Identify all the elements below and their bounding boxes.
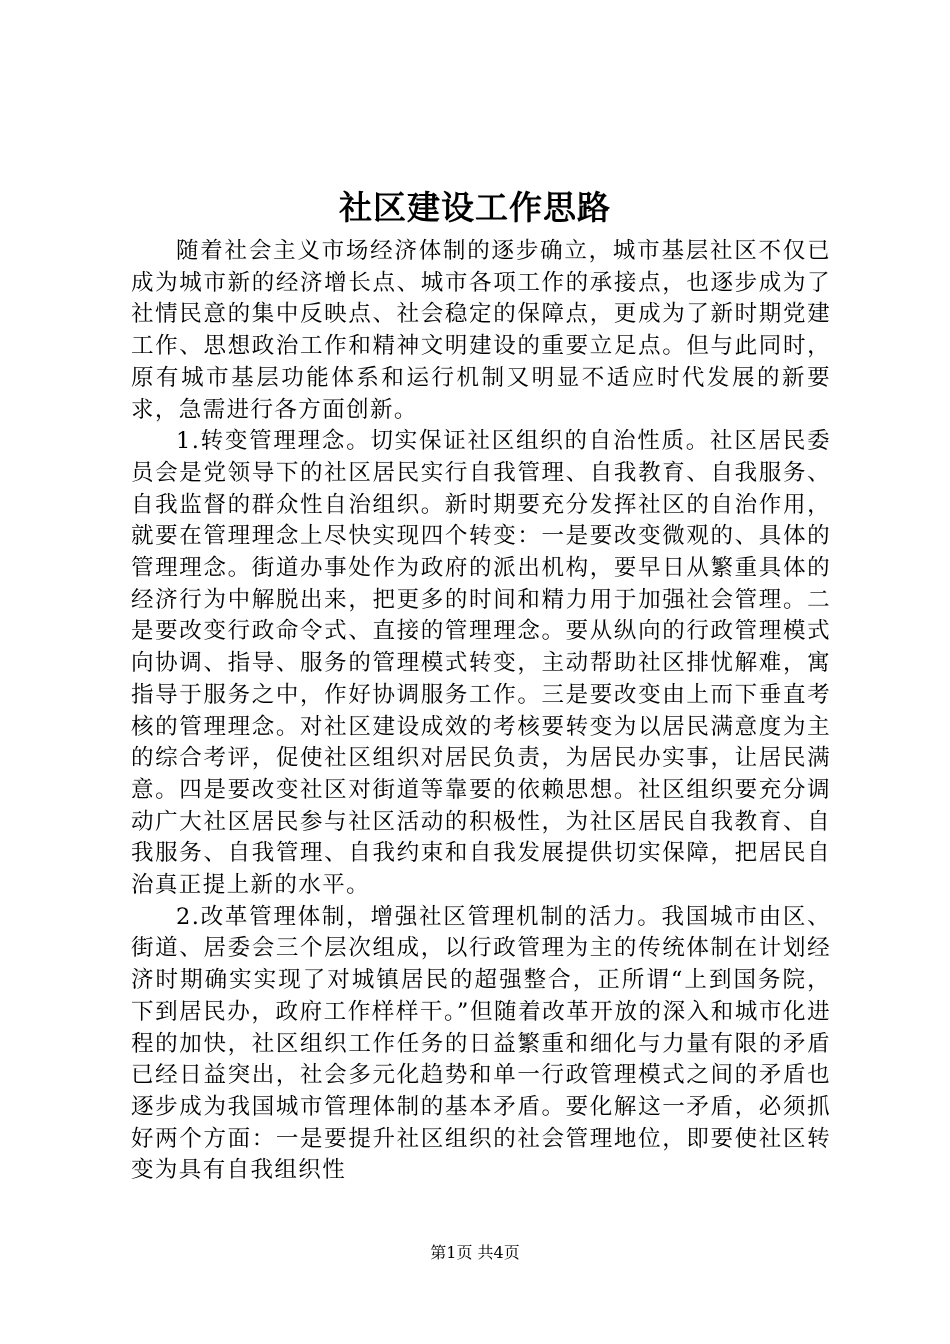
document-body bbox=[131, 236, 831, 1187]
page-footer: 第1页 共4页 bbox=[430, 1243, 520, 1262]
paragraph-point-1: 1.转变管理理念。切实保证社区组织的自治性质。社区居民委员会是党领导下的社区居民实行自我管理、自我教育、自我服务、自我监督的群众性自治组织。新时期要充分发挥社区的自治作用，就要在管理理念上尽快实现四个转变：一是要改变微观的、具体的管理理念。街道办事处作为政府的派出机构，要早日从繁重具体的经济行为中解脱出来，把更多的时间和精力用于加强社会管理。二是要改变行政命令式、直接的管理理念。要从纵向的行政管理模式向协调、指导、服务的管理模式转变，主动帮助社区排忧解难，寓指导于服务之中，作好协调服务工作。三是要改变由上而下垂直考核的管理理念。对社区建设成效的考核要转变为以居民满意度为主的综合考评，促使社区组织对居民负责，为居民办实事，让居民满意。四是要改变社区对街道等靠要的依赖思想。社区组织要充分调动广大社区居民参与社区活动的积极性，为社区居民自我教育、自我服务、自我管理、自我约束和自我发展提供切实保障，把居民自治真正提上新的水平。 bbox=[131, 428, 831, 899]
document-title: 社区建设工作思路 bbox=[339, 188, 611, 227]
paragraph-intro: 随着社会主义市场经济体制的逐步确立，城市基层社区不仅已成为城市新的经济增长点、城市各项工作的承接点，也逐步成为了社情民意的集中反映点、社会稳定的保障点，更成为了新时期党建工作、思想政治工作和精神文明建设的重要立足点。但与此同时，原有城市基层功能体系和运行机制又明显不适应时代发展的新要求，急需进行各方面创新。 bbox=[131, 238, 831, 423]
paragraph-point-2: 2.改革管理体制，增强社区管理机制的活力。我国城市由区、街道、居委会三个层次组成，以行政管理为主的传统体制在计划经济时期确实实现了对城镇居民的超强整合，正所谓“上到国务院，下到居民办，政府工作样样干。”但随着改革开放的深入和城市化进程的加快，社区组织工作任务的日益繁重和细化与力量有限的矛盾已经日益突出，社会多元化趋势和单一行政管理模式之间的矛盾也逐步成为我国城市管理体制的基本矛盾。要化解这一矛盾，必须抓好两个方面：一是要提升社区组织的社会管理地位，即要使社区转变为具有自我组织性 bbox=[131, 903, 831, 1184]
